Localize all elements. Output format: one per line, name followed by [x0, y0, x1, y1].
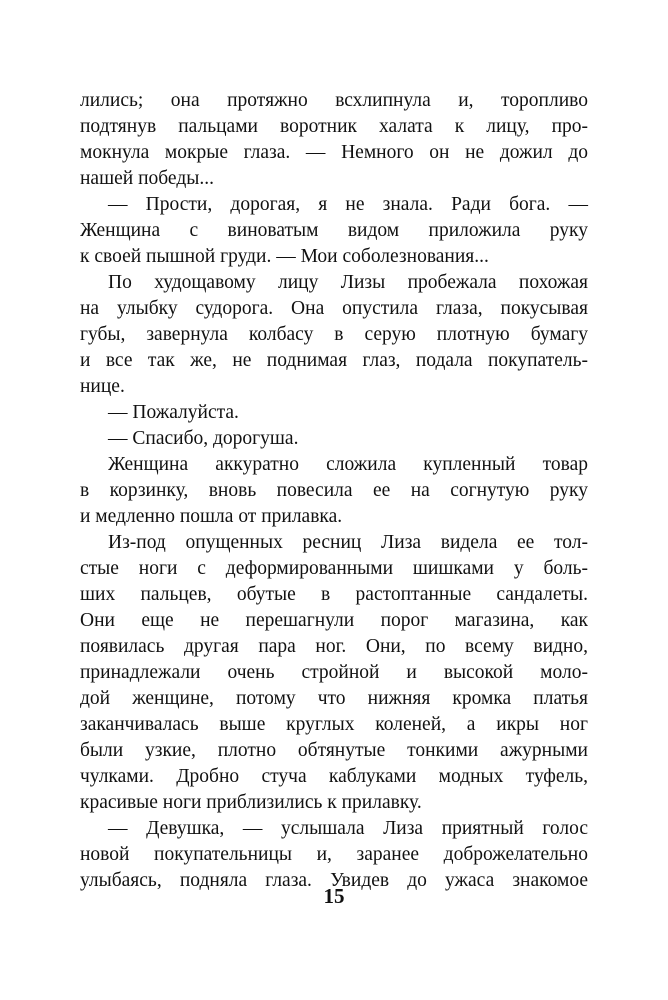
text-line: — Прости, дорогая, я не знала. Ради бога. — — [108, 194, 588, 215]
text-line: чулками. Дробно стуча каблуками модных туфель, — [80, 766, 588, 787]
page-number: 15 — [323, 884, 345, 908]
text-line: губы, завернула колбасу в серую плотную бумагу — [80, 324, 588, 345]
text-line: Из-под опущенных ресниц Лиза видела ее тол- — [108, 532, 588, 553]
text-line: Женщина с виноватым видом приложила руку — [80, 220, 588, 241]
text-line: к своей пышной груди. — Мои соболезнования... — [80, 246, 489, 267]
text-line: мокнула мокрые глаза. — Немного он не дожил до — [80, 142, 588, 163]
text-line: и медленно пошла от прилавка. — [80, 506, 343, 527]
text-line: красивые ноги приблизились к прилавку. — [80, 792, 422, 813]
text-line: — Девушка, — услышала Лиза приятный голос — [108, 818, 588, 839]
text-line: были узкие, плотно обтянутые тонкими ажурными — [80, 740, 588, 761]
text-line: подтянув пальцами воротник халата к лицу, про- — [80, 116, 588, 137]
text-line: — Спасибо, дорогуша. — [108, 428, 299, 449]
text-line: дой женщине, потому что нижняя кромка платья — [80, 688, 588, 709]
text-line: и все так же, не поднимая глаз, подала покупатель- — [80, 350, 588, 371]
text-line: на улыбку судорога. Она опустила глаза, покусывая — [80, 298, 588, 319]
text-line: стые ноги с деформированными шишками у боль- — [80, 558, 588, 579]
text-line: нице. — [80, 376, 125, 397]
text-line: нашей победы... — [80, 168, 214, 189]
text-line: ших пальцев, обутые в растоптанные сандалеты. — [80, 584, 588, 605]
body-text — [80, 88, 588, 894]
text-line: По худощавому лицу Лизы пробежала похожая — [108, 272, 588, 293]
text-line: Женщина аккуратно сложила купленный товар — [108, 454, 588, 475]
text-line: Они еще не перешагнули порог магазина, как — [80, 610, 588, 631]
text-line: улыбаясь, подняла глаза. Увидев до ужаса знакомое — [80, 870, 588, 891]
text-line: заканчивалась выше круглых коленей, а икры ног — [80, 714, 588, 735]
text-line: принадлежали очень стройной и высокой моло- — [80, 662, 588, 683]
text-line: появилась другая пара ног. Они, по всему видно, — [80, 636, 588, 657]
text-line: — Пожалуйста. — [108, 402, 239, 423]
text-line: лились; она протяжно всхлипнула и, торопливо — [80, 90, 588, 111]
text-line: новой покупательницы и, заранее доброжелательно — [80, 844, 588, 865]
text-line: в корзинку, вновь повесила ее на согнутую руку — [80, 480, 588, 501]
